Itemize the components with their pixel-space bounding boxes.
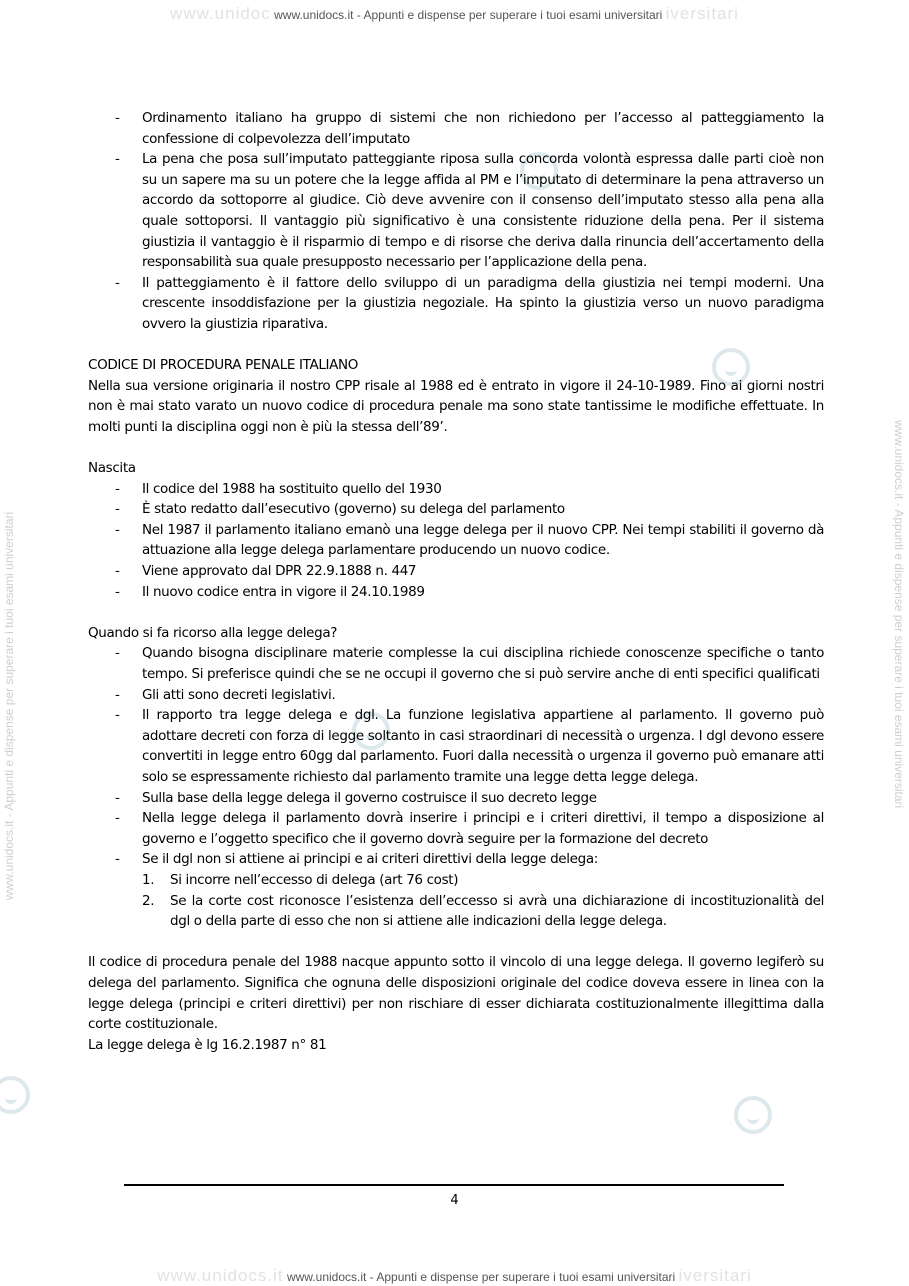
page-number: 4 (450, 1193, 459, 1208)
closing-paragraph: Il codice di procedura penale del 1988 nacque appunto sotto il vincolo di una legge delega. Il governo legiferò su delega del parlamento. Significa che ognuna delle disposizioni originale del codice doveva essere in linea con la legge delega (principi e criteri direttivi) per non rischiare di esser dichiarata costituzionalmente illegittima dalla corte costituzionale. (88, 954, 824, 1033)
numbered-sub-list (142, 870, 824, 932)
footer-watermark-faint-right: iversitari (678, 1266, 752, 1285)
list-item: - Il rapporto tra legge delega e dgl. La funzione legislativa appartiene al parlamento. Il governo può adottare decreti con forza di legge soltanto in casi straordinari di necessità o urgenza. I dgl devono essere convertiti in legge entro 60gg dal parlamento. Fuori dalla necessità o urgenza il governo può emanare atti solo se espressamente richiesto dal parlamento tramite una legge detta legge delega. (88, 705, 824, 787)
footer-watermark-text: www.unidocs.it - Appunti e dispense per superare i tuoi esami universitari (286, 1270, 676, 1284)
list-item: - Il nuovo codice entra in vigore il 24.10.1989 (88, 582, 824, 603)
cpp-paragraph: Nella sua versione originaria il nostro CPP risale al 1988 ed è entrato in vigore il 24-10-1989. Fino ai giorni nostri non è mai stato varato un nuovo codice di procedura penale ma sono state tantissime le modifiche effettuate. In molti punti la disciplina oggi non è più la stessa dell’89’. (88, 377, 824, 435)
header-watermark-faint-left: www.unidoc (170, 4, 271, 23)
footer-watermark-faint-left: www.unidocs.it (157, 1266, 284, 1285)
document-body (88, 108, 824, 1055)
right-side-watermark-text: www.unidocs.it - Appunti e dispense per superare i tuoi esami universitari (892, 420, 906, 809)
header-watermark-text: www.unidocs.it - Appunti e dispense per superare i tuoi esami universitari (274, 8, 663, 22)
list-item (88, 849, 824, 931)
numbered-item (142, 891, 824, 932)
list-item: - Quando bisogna disciplinare materie complesse la cui disciplina richiede conoscenze specifiche o tanto tempo. Si preferisce quindi che se ne occupi il governo che si può servire anche di enti specifici qualificati (88, 643, 824, 684)
left-side-watermark (2, 430, 16, 900)
numbered-item (142, 870, 824, 891)
item-text: Se la corte cost riconosce l’esistenza dell’eccesso si avrà una dichiarazione di incostituzionalità del dgl o della parte di esso che non si attiene alle indicazioni della legge delega. (170, 892, 824, 930)
item-text: Si incorre nell’eccesso di delega (art 76 cost) (170, 871, 459, 888)
watermark-logo-icon (0, 1076, 30, 1114)
closing-line: La legge delega è lg 16.2.1987 n° 81 (88, 1036, 327, 1053)
list-item: - Gli atti sono decreti legislativi. (88, 685, 824, 706)
right-side-watermark (892, 420, 906, 900)
section-heading-cpp: CODICE DI PROCEDURA PENALE ITALIANO (88, 357, 359, 374)
watermark-logo-icon (734, 1096, 772, 1134)
intro-list (88, 108, 824, 335)
list-item: - È stato redatto dall’esecutivo (governo) su delega del parlamento (88, 499, 824, 520)
list-item: - Il codice del 1988 ha sostituito quello del 1930 (88, 479, 824, 500)
list-item: - La pena che posa sull’imputato patteggiante riposa sulla concorda volontà espressa dalle parti cioè non su un sapere ma su un potere che la legge affida al PM e l’imputato di determinare la pena attraverso un accordo da sottoporre al giudice. Ciò deve avvenire con il consenso dell’imputato stesso alla pena alla quale sottoporsi. Il vantaggio più significativo è una consistente riduzione della pena. Per il sistema giustizia il vantaggio è il risparmio di tempo e di risorse che deriva dalla rinuncia dell’accertamento della responsabilità sua quale presupposto necessario per l’applicazione della pena. (88, 149, 824, 273)
list-item-text: Se il dgl non si attiene ai principi e ai criteri direttivi della legge delega: (142, 851, 598, 868)
section-heading-nascita: Nascita (88, 460, 136, 477)
list-item: - Viene approvato dal DPR 22.9.1888 n. 447 (88, 561, 824, 582)
list-item: - Sulla base della legge delega il governo costruisce il suo decreto legge (88, 788, 824, 809)
footer-rule (124, 1184, 784, 1186)
list-item: - Nella legge delega il parlamento dovrà inserire i principi e i criteri direttivi, il tempo a disposizione al governo e l’oggetto specifico che il governo dovrà seguire per la formazione del decreto (88, 808, 824, 849)
list-item: - Ordinamento italiano ha gruppo di sistemi che non richiedono per l’accesso al patteggiamento la confessione di colpevolezza dell’imputato (88, 108, 824, 149)
item-number: 1. (142, 871, 155, 888)
left-side-watermark-text: www.unidocs.it - Appunti e dispense per superare i tuoi esami universitari (2, 511, 16, 900)
section-heading-delega: Quando si fa ricorso alla legge delega? (88, 624, 338, 641)
list-item: - Nel 1987 il parlamento italiano emanò una legge delega per il nuovo CPP. Nei tempi stabiliti il governo dà attuazione alla legge delega parlamentare producendo un nuovo codice. (88, 520, 824, 561)
footer-watermark (0, 1266, 909, 1286)
delega-list (88, 643, 824, 931)
header-watermark-faint-right: iversitari (665, 4, 739, 23)
item-number: 2. (142, 892, 155, 909)
list-item: - Il patteggiamento è il fattore dello sviluppo di un paradigma della giustizia nei tempi moderni. Una crescente insoddisfazione per la giustizia negoziale. Ha spinto la giustizia verso un nuovo paradigma ovvero la giustizia riparativa. (88, 273, 824, 335)
header-watermark (0, 4, 909, 24)
nascita-list (88, 479, 824, 603)
